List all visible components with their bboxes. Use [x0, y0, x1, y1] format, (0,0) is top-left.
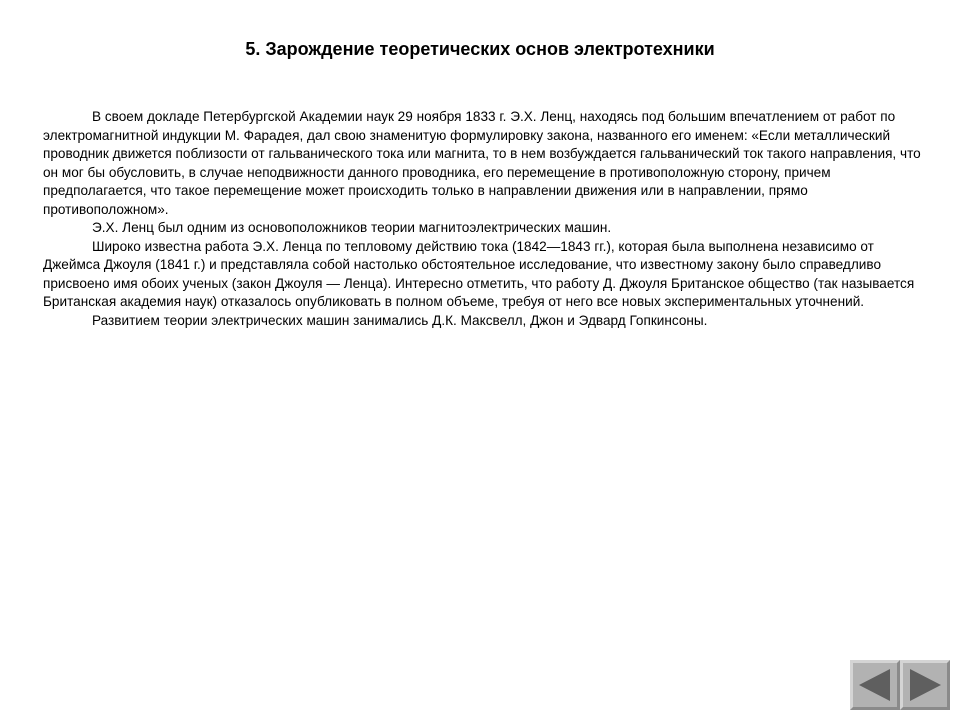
paragraph-joule-lenz: Широко известна работа Э.Х. Ленца по тепловому действию тока (1842—1843 гг.), которая была выполнена независимо от Джеймса Джоуля (1841 г.) и представляла собой настолько обстоятельное исследование, что известному закону было справедливо присвоено имя обоих ученых (закон Джоуля — Ленца). Интересно отметить, что работу Д. Джоуля Британское общество (так называется Британская академия наук) отказалось опубликовать в полном объеме, требуя от него все новых экспериментальных уточнений. [43, 238, 915, 309]
paragraph-maxwell-hopkinson: Развитием теории электрических машин занимались Д.К. Максвелл, Джон и Эдвард Гопкинсоны. [92, 312, 708, 328]
slide-body [43, 108, 923, 330]
paragraph-lenz-machines: Э.Х. Ленц был одним из основоположников теории магнитоэлектрических машин. [92, 220, 612, 235]
back-button[interactable] [850, 660, 900, 710]
paragraph-lenz-law: В своем докладе Петербургской Академии наук 29 ноября 1833 г. Э.Х. Ленц, находясь под большим впечатлением от работ по электромагнитной индукции М. Фарадея, дал свою знаменитую формулировку закона, названного его именем: «Если металлический проводник движется поблизости от гальванического тока или магнита, то в нем возбуждается гальванический ток такого направления, что он мог бы обусловить, в случае неподвижности данного проводника, его перемещение в противоположную сторону, причем предполагается, что такое перемещение может происходить только в направлении движения или в направлении, прямо противоположном». [43, 109, 921, 217]
slide-title: 5. Зарождение теоретических основ электротехники [245, 39, 715, 59]
triangle-left-icon [853, 663, 897, 707]
triangle-right-icon [903, 663, 947, 707]
forward-button[interactable] [900, 660, 950, 710]
slide-navigation [850, 660, 950, 710]
